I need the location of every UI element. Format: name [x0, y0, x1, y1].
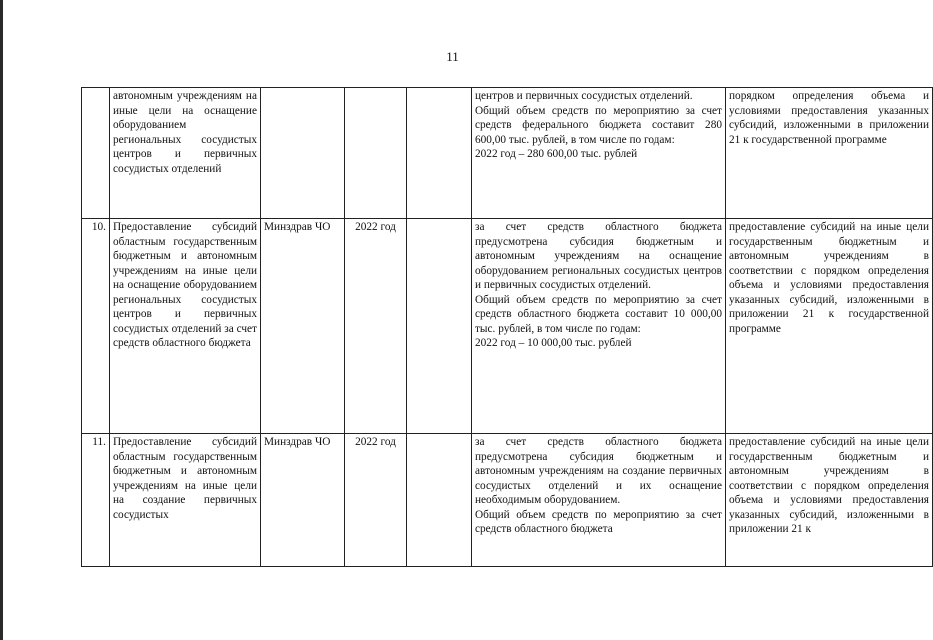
mechanism-text: предоставление субсидий на иные цели государственным бюджетным и автономным учреждениям в соответствии с порядком определения объема и условиями предоставления указанных субсидий, изложенными в приложении 21 к — [729, 436, 929, 535]
empty-cell — [407, 88, 472, 219]
row-number — [82, 88, 110, 219]
mechanism — [726, 88, 933, 219]
funding-by-year: 2022 год – 280 600,00 тыс. рублей — [475, 148, 638, 160]
funding-by-year: 2022 год – 10 000,00 тыс. рублей — [475, 337, 632, 349]
funding-total: Общий объем средств по мероприятию за счет средств областного бюджета составит 10 000,00 тыс. рублей, в том числе по годам: — [475, 293, 722, 335]
period: 2022 год — [345, 434, 407, 567]
executor: Минздрав ЧО — [261, 434, 345, 567]
funding-total: Общий объем средств по мероприятию за счет средств федерального бюджета составит 280 600,00 тыс. рублей, в том числе по годам: — [475, 104, 722, 146]
page-number: 11 — [446, 49, 459, 64]
row-number: 11. — [82, 434, 110, 567]
table-row — [82, 219, 933, 434]
measure-name-text: автономным учреждениям на иные цели на оснащение оборудованием региональных сосудистых центров и первичных сосудистых отделений — [113, 90, 257, 175]
mechanism — [726, 434, 933, 567]
period: 2022 год — [345, 219, 407, 434]
funding-description — [472, 434, 726, 567]
measure-name — [110, 219, 261, 434]
table-row — [82, 88, 933, 219]
scan-edge — [0, 0, 3, 640]
measure-name-text: Предоставление субсидий областным государственным бюджетным и автономным учреждениям на иные цели на создание первичных сосудистых — [113, 436, 257, 521]
empty-cell — [407, 219, 472, 434]
period — [345, 88, 407, 219]
row-number: 10. — [82, 219, 110, 434]
executor: Минздрав ЧО — [261, 219, 345, 434]
measure-name — [110, 88, 261, 219]
measure-name-text: Предоставление субсидий областным государственным бюджетным и автономным учреждениям на иные цели на оснащение оборудованием региональных сосудистых центров и первичных сосудистых отделений за счет средств областного бюджета — [113, 221, 257, 349]
measures-table — [81, 87, 933, 567]
funding-text: за счет средств областного бюджета предусмотрена субсидия бюджетным и автономным учреждениям на создание первичных сосудистых отделений и их оснащение необходимым оборудованием. — [475, 436, 722, 506]
measure-name — [110, 434, 261, 567]
empty-cell — [407, 434, 472, 567]
mechanism — [726, 219, 933, 434]
funding-total: Общий объем средств по мероприятию за счет средств областного бюджета — [475, 508, 722, 535]
mechanism-text: предоставление субсидий на иные цели государственным бюджетным и автономным учреждениям в соответствии с порядком определения объема и условиями предоставления указанных субсидий, изложенными в приложении 21 к государственной программе — [729, 221, 929, 335]
funding-text: за счет средств областного бюджета предусмотрена субсидия бюджетным и автономным учреждениям на оснащение оборудованием региональных сосудистых центров и первичных сосудистых отделений. — [475, 221, 722, 291]
funding-description — [472, 88, 726, 219]
funding-description — [472, 219, 726, 434]
funding-text: центров и первичных сосудистых отделений. — [475, 90, 693, 102]
table-row — [82, 434, 933, 567]
mechanism-text: порядком определения объема и условиями предоставления указанных субсидий, изложенными в приложении 21 к государственной программе — [729, 90, 929, 146]
executor — [261, 88, 345, 219]
